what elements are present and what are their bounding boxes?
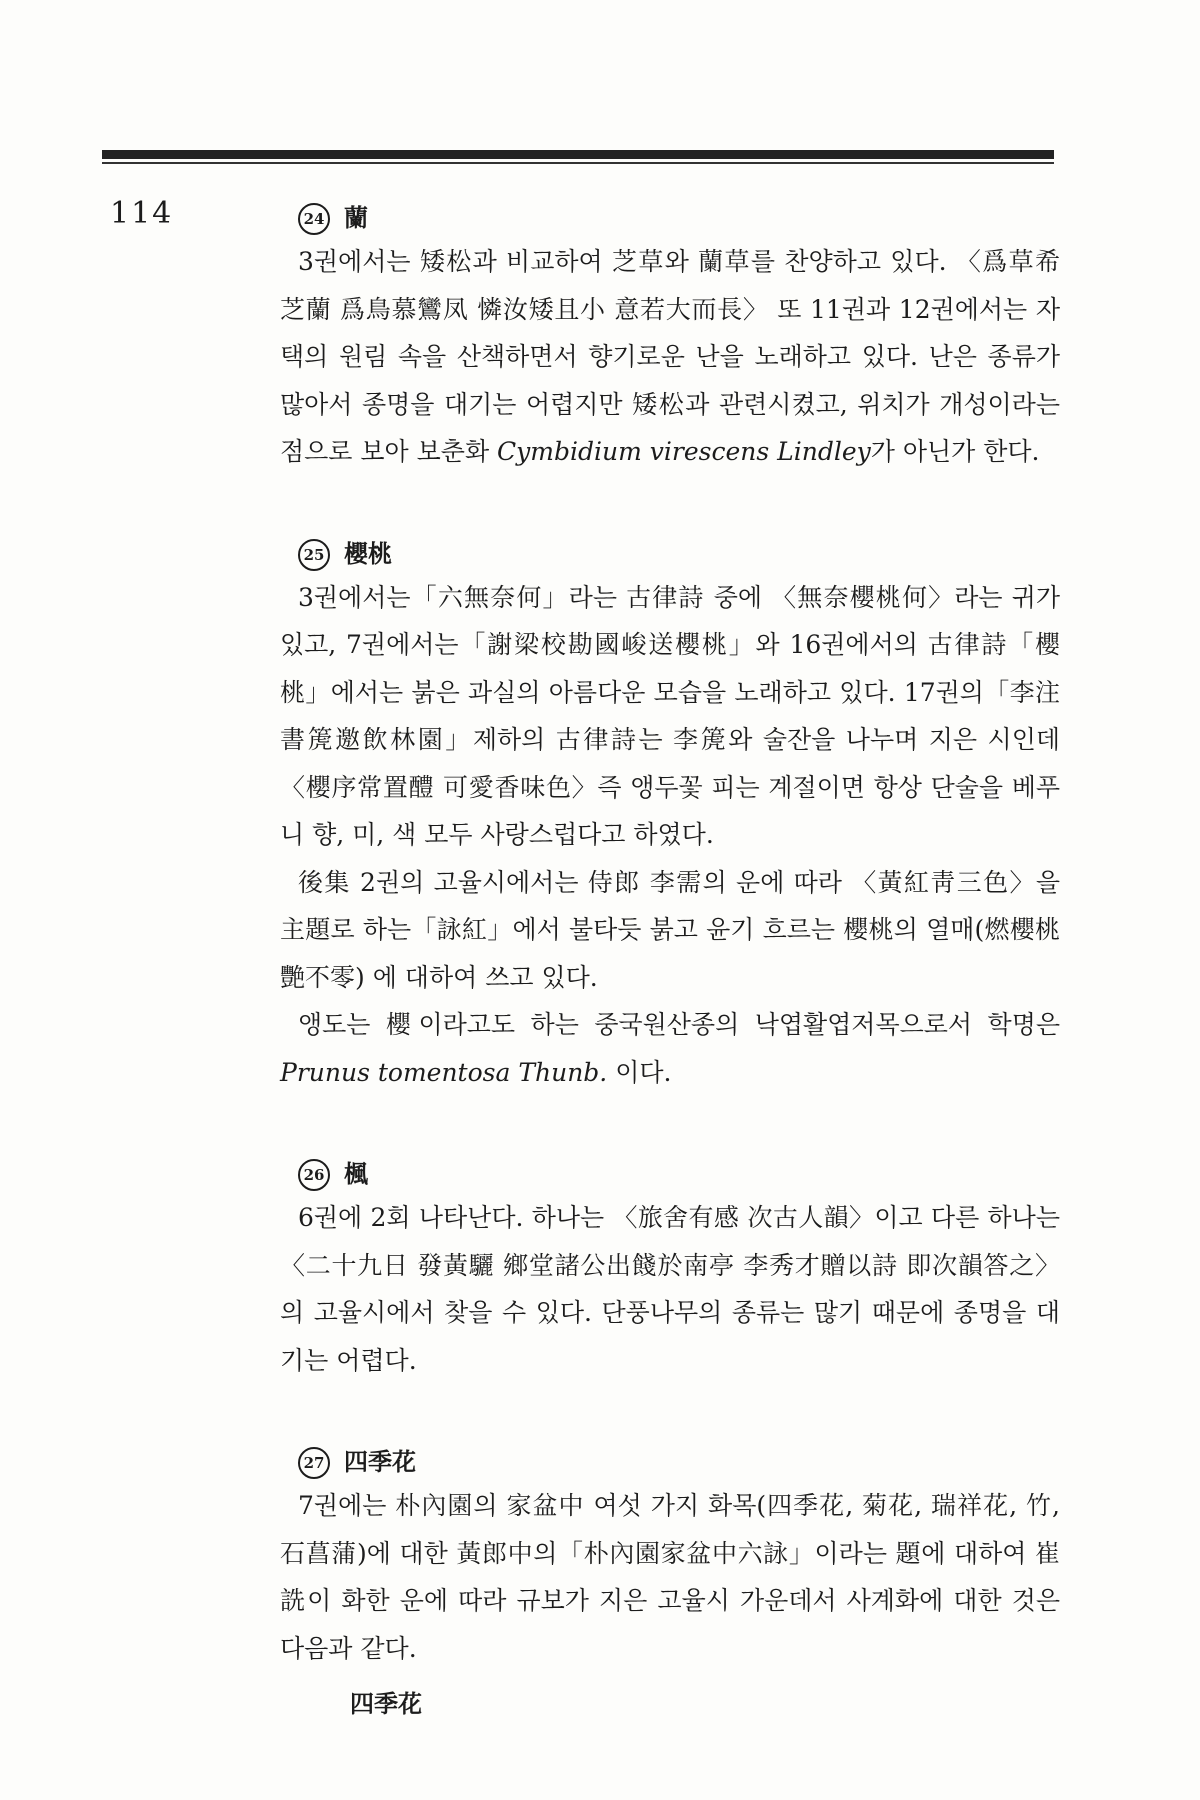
paragraph xyxy=(280,1001,1060,1096)
section-title: 楓 xyxy=(344,1159,368,1188)
section-heading xyxy=(298,1442,1060,1482)
header-rule-thick xyxy=(102,150,1054,159)
section-number: 24 xyxy=(298,203,330,235)
section-heading xyxy=(298,534,1060,574)
section-title: 櫻桃 xyxy=(344,538,392,568)
section-heading xyxy=(298,198,1060,238)
page-number: 114 xyxy=(110,196,174,231)
section-number: 26 xyxy=(298,1159,330,1191)
paragraph-text: 앵도는 櫻이라고도 하는 중국원산종의 낙엽활엽저목으로서 학명은 xyxy=(298,1010,1060,1039)
scientific-name: Cymbidium virescens Lindley xyxy=(497,437,871,466)
section-orchid xyxy=(280,198,1060,476)
scientific-name: Prunus tomentosa Thunb. xyxy=(280,1057,608,1087)
section-maple xyxy=(280,1154,1060,1384)
section-heading xyxy=(298,1154,1060,1194)
header-rule-thin xyxy=(102,162,1054,164)
page-body xyxy=(280,198,1060,1777)
poem-title: 四季花 xyxy=(350,1689,422,1718)
section-title: 四季花 xyxy=(344,1447,416,1476)
paragraph-text: 3권에서는 矮松과 비교하여 芝草와 蘭草를 찬양하고 있다. 〈爲草希芝蘭 爲鳥慕鸞凤 憐汝矮且小 意若大而長〉 또 11권과 12권에서는 자택의 원림 속을 산책하면서 향기로운 난을 노래하고 있다. 난은 종류가 많아서 종명을 대기는 어렵지만 矮松과 관련시켰고, 위치가 개성이라는 점으로 보아 보춘화 xyxy=(280,247,1060,466)
paragraph: 6권에 2회 나타난다. 하나는 〈旅舍有感 次古人韻〉이고 다른 하나는 〈二十九日 發黃驪 鄉堂諸公出餞於南亭 李秀才贈以詩 即次韻答之〉의 고율시에서 찾을 수 있다. 단풍나무의 종류는 많기 때문에 종명을 대기는 어렵다. xyxy=(280,1203,1060,1375)
section-title: 蘭 xyxy=(344,203,368,232)
paragraph: 7권에는 朴內園의 家盆中 여섯 가지 화목(四季花, 菊花, 瑞祥花, 竹, 石菖蒲)에 대한 黃郎中의「朴內園家盆中六詠」이라는 題에 대하여 崔詵이 화한 운에 따라 규보가 지은 고율시 가운데서 사계화에 대한 것은 다음과 같다. xyxy=(280,1491,1060,1663)
section-four-seasons-flower xyxy=(280,1442,1060,1719)
paragraph-closing: 가 아닌가 한다. xyxy=(870,437,1040,466)
section-number: 25 xyxy=(298,539,330,571)
section-cherry xyxy=(280,534,1060,1097)
section-number: 27 xyxy=(298,1447,330,1479)
paragraph: 3권에서는「六無奈何」라는 古律詩 중에 〈無奈櫻桃何〉라는 귀가 있고, 7권에서는「謝梁校勘國峻送櫻桃」와 16권에서의 古律詩「櫻桃」에서는 붉은 과실의 아름다운 모습을 노래하고 있다. 17권의「李注書箎邀飲林園」제하의 古律詩는 李箎와 술잔을 나누며 지은 시인데 〈櫻序常置醴 可愛香味色〉즉 앵두꽃 피는 계절이면 항상 단술을 베푸니 향, 미, 색 모두 사랑스럽다고 하였다. xyxy=(280,582,1060,849)
paragraph-closing: 이다. xyxy=(607,1057,672,1087)
paragraph xyxy=(280,238,1060,476)
paragraph: 後集 2권의 고율시에서는 侍郎 李需의 운에 따라 〈黃紅靑三色〉을 主題로 하는「詠紅」에서 불타듯 붉고 윤기 흐르는 櫻桃의 열매(燃櫻桃艷不零) 에 대하여 쓰고 있다. xyxy=(280,867,1060,992)
